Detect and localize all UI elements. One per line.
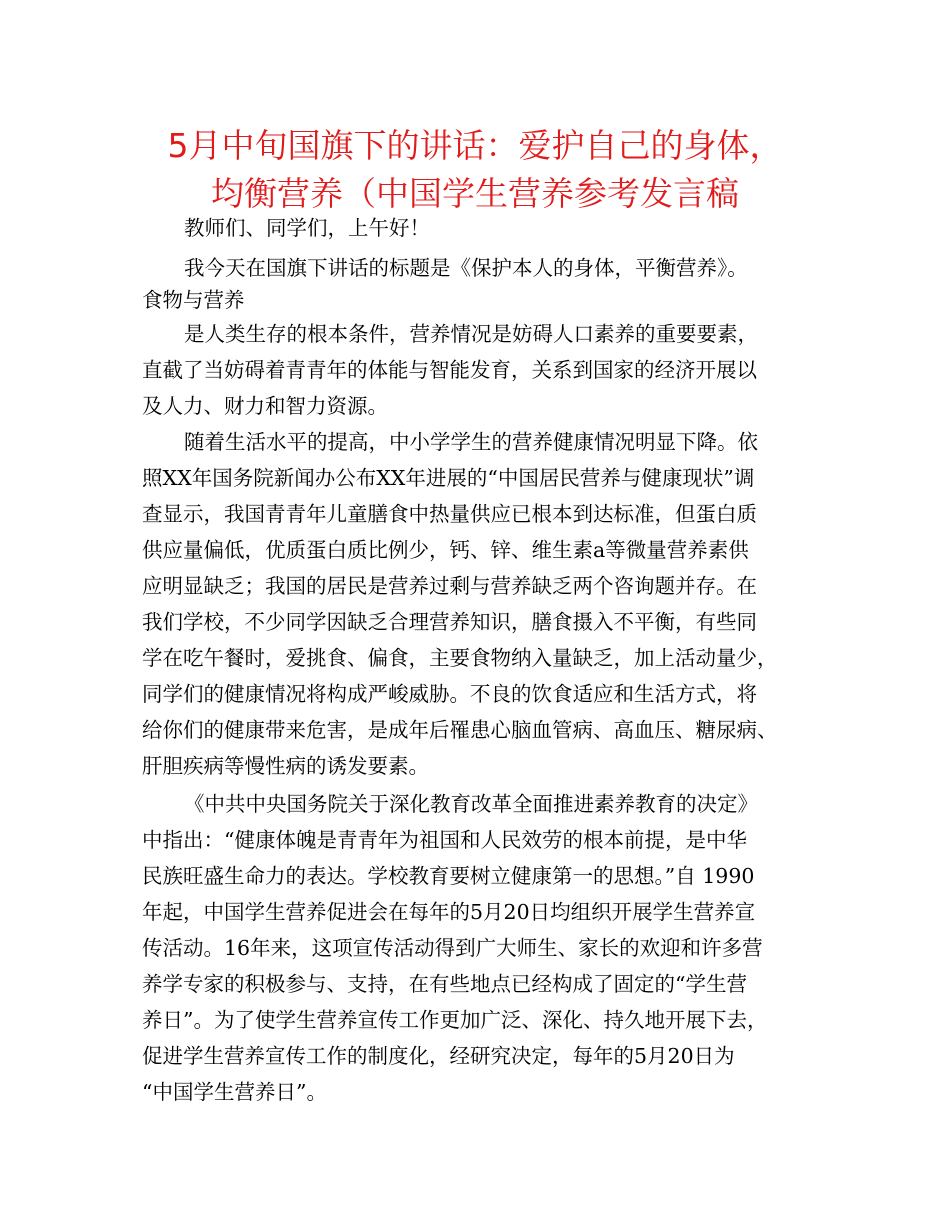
body-line: 给你们的健康带来危害，是成年后罹患心脑血管病、高血压、糖尿病、	[142, 718, 778, 742]
body-line: 肝胆疾病等慢性病的诱发要素。	[142, 754, 429, 778]
body-line: 中指出：“健康体魄是青青年为祖国和人民效劳的根本前提，是中华	[142, 828, 747, 852]
document-title-line-1: 5月中旬国旗下的讲话：爱护自己的身体，	[167, 126, 783, 165]
body-line: 促进学生营养宣传工作的制度化，经研究决定，每年的5月20日为	[142, 1044, 735, 1068]
body-line: 传活动。16年来，这项宣传活动得到广大师生、家长的欢迎和许多营	[142, 936, 763, 960]
body-line: 应明显缺乏；我国的居民是营养过剩与营养缺乏两个咨询题并存。在	[142, 574, 757, 598]
body-line: 我今天在国旗下讲话的标题是《保护本人的身体，平衡营养》。	[184, 256, 748, 280]
body-line: 供应量偏低，优质蛋白质比例少，钙、锌、维生素a等微量营养素供	[142, 538, 749, 562]
body-line: 查显示，我国青青年儿童膳食中热量供应已根本到达标准，但蛋白质	[142, 502, 757, 526]
body-line: 民族旺盛生命力的表达。学校教育要树立健康第一的思想。”自 1990	[142, 864, 755, 888]
body-line: 学在吃午餐时，爱挑食、偏食，主要食物纳入量缺乏，加上活动量少，	[142, 646, 778, 670]
document-title-line-2: 均衡营养（中国学生营养参考发言稿	[211, 174, 739, 213]
body-line: 《中共中央国务院关于深化教育改革全面推进素养教育的决定》	[184, 792, 758, 816]
body-line: 是人类生存的根本条件，营养情况是妨碍人口素养的重要要素，	[184, 322, 758, 346]
body-line: 我们学校，不少同学因缺乏合理营养知识，膳食摄入不平衡，有些同	[142, 610, 757, 634]
body-line: 同学们的健康情况将构成严峻威胁。不良的饮食适应和生活方式，将	[142, 682, 757, 706]
body-line: 养日”。为了使学生营养宣传工作更加广泛、深化、持久地开展下去，	[142, 1008, 768, 1032]
body-line: 养学专家的积极参与、支持，在有些地点已经构成了固定的“学生营	[142, 972, 747, 996]
greeting-line: 教师们、同学们，上午好！	[184, 216, 430, 240]
body-line: 照XX年国务院新闻办公布XX年进展的“中国居民营养与健康现状”调	[142, 466, 755, 490]
body-line: 食物与营养	[142, 288, 245, 312]
body-line: 随着生活水平的提高，中小学学生的营养健康情况明显下降。依	[184, 430, 758, 454]
body-line: 及人力、财力和智力资源。	[142, 394, 388, 418]
body-line: 直截了当妨碍着青青年的体能与智能发育，关系到国家的经济开展以	[142, 358, 757, 382]
body-line: 年起，中国学生营养促进会在每年的5月20日均组织开展学生营养宣	[142, 900, 756, 924]
body-line: “中国学生营养日”。	[142, 1080, 327, 1104]
